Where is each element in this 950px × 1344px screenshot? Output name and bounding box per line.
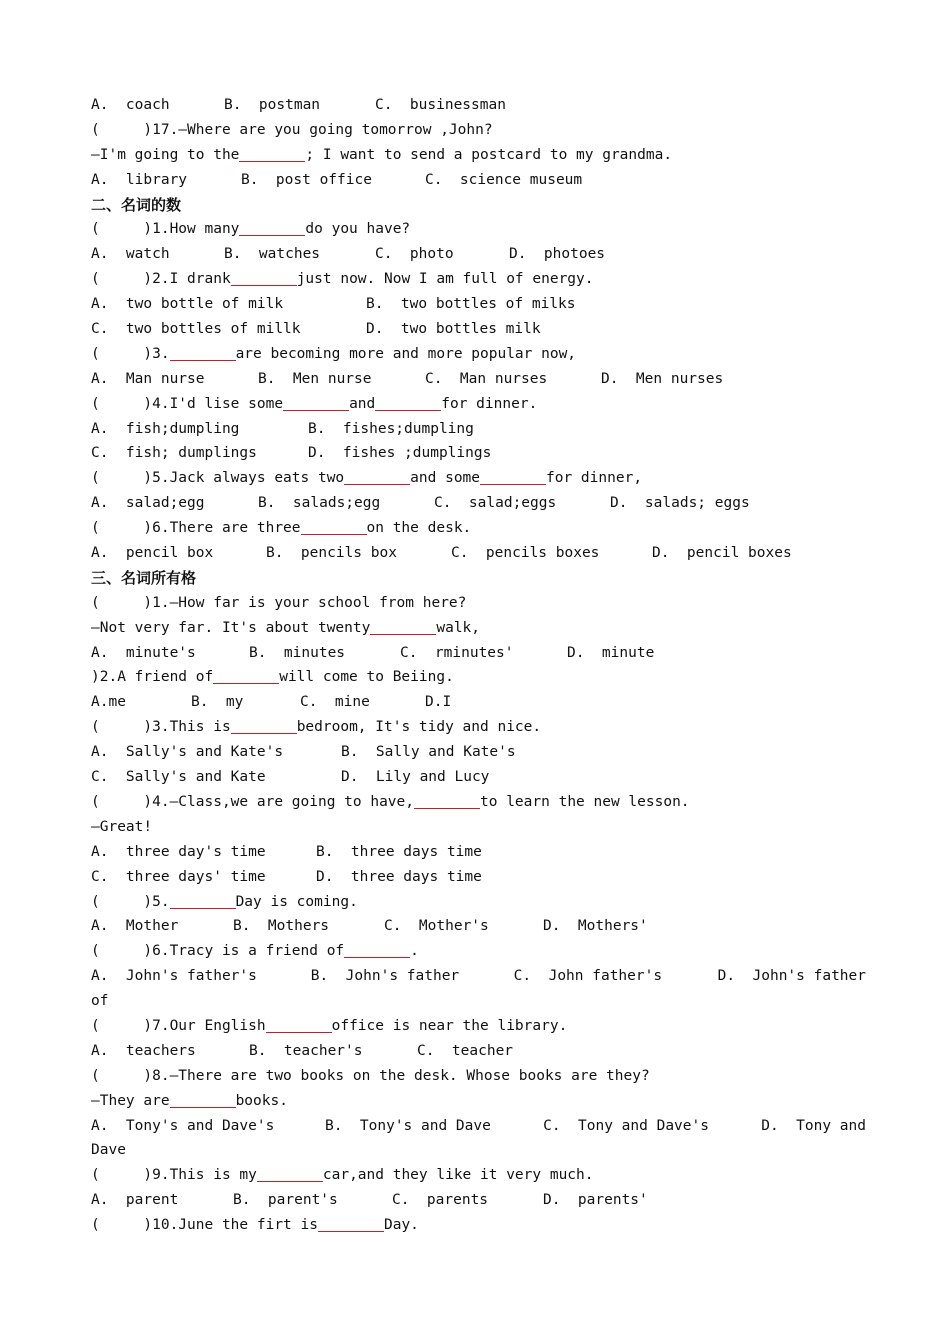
option-b: B. Mothers xyxy=(233,918,330,935)
option-d: D. Lily and Lucy xyxy=(341,769,490,786)
question-3-1-answer: —Not very far. It's about twenty walk, xyxy=(91,619,481,636)
option-a: A. pencil box xyxy=(91,545,214,562)
section-heading-noun-number: 二、名词的数 xyxy=(91,195,182,214)
answer-blank[interactable] xyxy=(170,1092,236,1108)
option-a: A. fish;dumpling xyxy=(91,420,240,437)
answer-blank[interactable] xyxy=(257,1167,323,1183)
option-a: A. Mother xyxy=(91,918,179,935)
question-3-7: ( )7.Our English office is near the library. xyxy=(91,1017,568,1034)
options-q17 xyxy=(91,168,866,193)
option-d: D. two bottles milk xyxy=(366,321,541,338)
option-d: D. three days time xyxy=(316,868,482,885)
option-c: C. Man nurses xyxy=(425,370,548,387)
options-3-2 xyxy=(91,690,866,715)
options-2-4-cd xyxy=(91,441,866,466)
option-d: D. photoes xyxy=(509,246,606,263)
options-2-6 xyxy=(91,541,866,566)
question-17: ( )17.—Where are you going tomorrow ,John? xyxy=(91,121,493,138)
option-c: C. teacher xyxy=(417,1042,514,1059)
answer-blank[interactable] xyxy=(344,470,410,486)
answer-blank[interactable] xyxy=(266,1017,332,1033)
option-a: A. John's father's xyxy=(91,968,257,985)
answer-blank[interactable] xyxy=(170,893,236,909)
option-d: D. fishes ;dumplings xyxy=(308,445,492,462)
options-3-6 xyxy=(91,964,866,989)
answer-blank[interactable] xyxy=(231,719,297,735)
question-3-2: )2.A friend of will come to Beiing. xyxy=(91,669,454,686)
option-b: B. Tony's and Dave xyxy=(324,1117,491,1134)
option-b: B. minutes xyxy=(249,644,346,661)
option-a: A. minute's xyxy=(91,644,196,661)
question-2-6: ( )6.There are three on the desk. xyxy=(91,520,472,537)
option-b: B. John's father xyxy=(310,968,460,985)
options-3-3-ab xyxy=(91,740,866,765)
option-c: C. Tony and Dave's xyxy=(543,1117,709,1134)
question-3-5: ( )5. Day is coming. xyxy=(91,893,358,910)
options-3-4-cd xyxy=(91,865,866,890)
question-2-2: ( )2.I drank just now. Now I am full of energy. xyxy=(91,271,594,288)
option-c: C. parents xyxy=(392,1192,489,1209)
question-2-5: ( )5.Jack always eats two and some for dinner, xyxy=(91,470,643,487)
option-c: C. three days' time xyxy=(91,868,266,885)
section-heading-possessive: 三、名词所有格 xyxy=(91,568,197,587)
question-3-1: ( )1.—How far is your school from here? xyxy=(91,594,467,611)
option-c: C. two bottles of millk xyxy=(91,321,301,338)
options-3-6-wrap: of xyxy=(91,993,109,1010)
question-3-3: ( )3.This is bedroom, It's tidy and nice. xyxy=(91,719,542,736)
option-b: B. parent's xyxy=(233,1192,338,1209)
option-a: A. salad;egg xyxy=(91,495,205,512)
option-a: A. Man nurse xyxy=(91,370,205,387)
answer-blank[interactable] xyxy=(414,793,480,809)
option-b: B. teacher's xyxy=(249,1042,363,1059)
options-3-8 xyxy=(91,1114,866,1139)
option-c: C. John father's xyxy=(513,968,663,985)
option-a: A. Sally's and Kate's xyxy=(91,744,284,761)
question-3-9: ( )9.This is my car,and they like it very much. xyxy=(91,1167,594,1184)
options-2-3 xyxy=(91,367,866,392)
answer-blank[interactable] xyxy=(301,520,367,536)
option-b: B. salads;egg xyxy=(258,495,381,512)
option-c: C. businessman xyxy=(375,97,506,113)
option-b: B. pencils box xyxy=(266,545,397,562)
options-2-5 xyxy=(91,491,866,516)
options-2-1 xyxy=(91,242,866,267)
option-c: C. salad;eggs xyxy=(434,495,557,512)
option-b: B. two bottles of milks xyxy=(366,296,576,313)
answer-blank[interactable] xyxy=(370,619,436,635)
question-3-4-reply: —Great! xyxy=(91,818,153,835)
question-2-1: ( )1.How many do you have? xyxy=(91,221,411,238)
option-c: C. pencils boxes xyxy=(451,545,600,562)
options-3-4-ab xyxy=(91,840,866,865)
answer-blank[interactable] xyxy=(283,395,349,411)
option-d: D. pencil boxes xyxy=(652,545,792,562)
option-d: D. Men nurses xyxy=(601,370,724,387)
options-3-7 xyxy=(91,1039,866,1064)
option-a: A. watch xyxy=(91,246,170,263)
option-c: C. rminutes' xyxy=(400,644,514,661)
question-3-6: ( )6.Tracy is a friend of . xyxy=(91,943,419,960)
answer-blank[interactable] xyxy=(480,470,546,486)
options-3-3-cd xyxy=(91,765,866,790)
options-2-2-ab xyxy=(91,292,866,317)
question-2-4: ( )4.I'd lise some and for dinner. xyxy=(91,395,538,412)
answer-blank[interactable] xyxy=(213,669,279,685)
option-b: B. watches xyxy=(224,246,321,263)
option-d: D. salads; eggs xyxy=(610,495,750,512)
answer-blank[interactable] xyxy=(344,943,410,959)
answer-blank[interactable] xyxy=(231,271,297,287)
option-a: A. parent xyxy=(91,1192,179,1209)
option-b: B. three days time xyxy=(316,843,482,860)
option-a: A. Tony's and Dave's xyxy=(91,1117,275,1134)
option-c: C. science museum xyxy=(425,171,583,188)
option-c: C. mine xyxy=(300,694,370,711)
option-c: C. photo xyxy=(375,246,454,263)
options-q16 xyxy=(91,93,866,118)
question-17-answer: —I'm going to the ; I want to send a postcard to my grandma. xyxy=(91,146,673,163)
option-d: D. minute xyxy=(567,644,655,661)
option-b: B. fishes;dumpling xyxy=(308,420,474,437)
option-b: B. my xyxy=(191,694,244,711)
option-c: C. Sally's and Kate xyxy=(91,769,266,786)
options-3-8-wrap: Dave xyxy=(91,1142,126,1159)
option-a: A. two bottle of milk xyxy=(91,296,284,313)
option-d: D. Mothers' xyxy=(543,918,648,935)
option-a: A. teachers xyxy=(91,1042,196,1059)
option-a: A.me xyxy=(91,694,126,711)
options-2-4-ab xyxy=(91,417,866,442)
question-3-4: ( )4.—Class,we are going to have, to learn the new lesson. xyxy=(91,793,690,810)
options-2-2-cd xyxy=(91,317,866,342)
option-d: D. John's father xyxy=(717,968,866,985)
question-3-8: ( )8.—There are two books on the desk. Whose books are they? xyxy=(91,1067,650,1084)
answer-blank[interactable] xyxy=(239,146,305,162)
option-a: A. three day's time xyxy=(91,843,266,860)
option-b: B. postman xyxy=(224,97,321,113)
question-3-10: ( )10.June the firt is Day. xyxy=(91,1217,419,1234)
options-3-9 xyxy=(91,1188,866,1213)
option-b: B. Sally and Kate's xyxy=(341,744,516,761)
option-b: B. Men nurse xyxy=(258,370,372,387)
options-3-5 xyxy=(91,914,866,939)
answer-blank[interactable] xyxy=(318,1217,384,1233)
option-d: D. parents' xyxy=(543,1192,648,1209)
worksheet-page xyxy=(91,93,866,1238)
option-d: D. Tony and xyxy=(761,1117,866,1134)
option-a: A. coach xyxy=(91,97,170,113)
option-a: A. library xyxy=(91,171,188,188)
question-3-8-answer: —They are books. xyxy=(91,1092,288,1109)
question-2-3: ( )3. are becoming more and more popular now, xyxy=(91,345,577,362)
option-c: C. fish; dumplings xyxy=(91,445,257,462)
answer-blank[interactable] xyxy=(239,221,305,237)
option-c: C. Mother's xyxy=(384,918,489,935)
answer-blank[interactable] xyxy=(170,345,236,361)
option-d: D.I xyxy=(425,694,452,711)
options-3-1 xyxy=(91,641,866,666)
option-b: B. post office xyxy=(241,171,372,188)
answer-blank[interactable] xyxy=(375,395,441,411)
